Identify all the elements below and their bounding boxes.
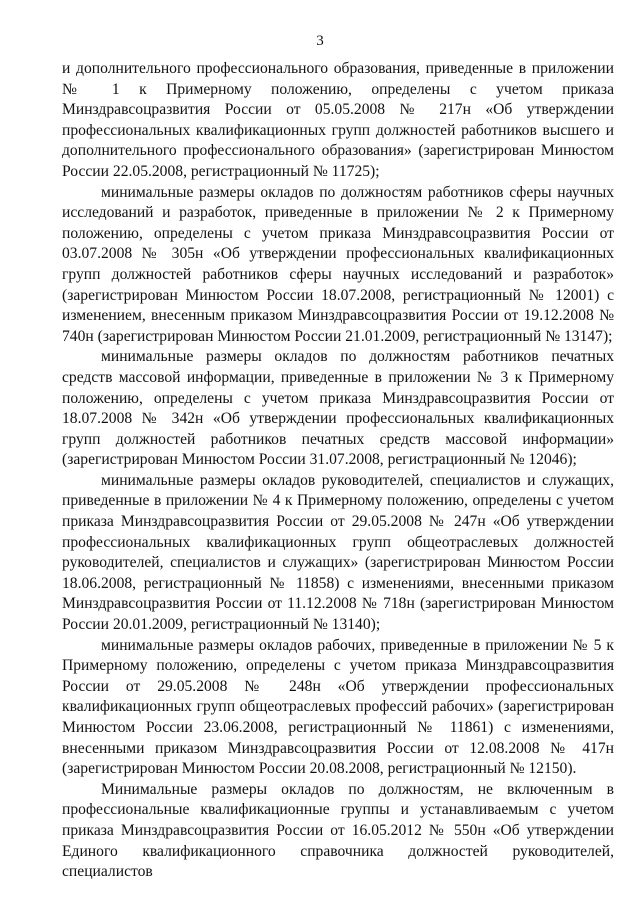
page-number: 3 [316,33,324,49]
paragraph-managers-salaries: минимальные размеры окладов руководителей, специалистов и служащих, приведенные в приложении № 4 к Примерному положению, определены с учетом приказа Минздравсоцразвития России от 29.05.2008 № 247н «Об утверждении профессиональных квалификационных групп общеотраслевых должностей руководителей, специалистов и служащих» (зарегистрирован Минюстом России 18.06.2008, регистрационный № 11858) с изменениями, внесенными приказом Минздравсоцразвития России от 11.12.2008 № 718н (зарегистрирован Минюстом России 20.01.2009, регистрационный № 13140); [62,471,614,634]
paragraph-research-salaries: минимальные размеры окладов по должностям работников сферы научных исследований и разработок, приведенные в приложении № 2 к Примерному положению, определены с учетом приказа Минздравсоцразвития России от 03.07.2008 № 305н «Об утверждении профессиональных квалификационных групп должностей работников сферы научных исследований и разработок» (зарегистрирован Минюстом России 18.07.2008, регистрационный № 12001) с изменением, внесенным приказом Минздравсоцразвития России от 19.12.2008 № 740н (зарегистрирован Минюстом России 21.01.2009, регистрационный № 13147); [62,183,614,345]
paragraph-continuation: и дополнительного профессионального образования, приведенные в приложении № 1 к Примерному положению, определены с учетом приказа Минздравсоцразвития России от 05.05.2008 № 217н «Об утверждении профессиональных квалификационных групп должностей работников высшего и дополнительного профессионального образования» (зарегистрирован Минюстом России 22.05.2008, регистрационный № 11725); [62,60,614,180]
paragraph-workers-salaries: минимальные размеры окладов рабочих, приведенные в приложении № 5 к Примерному положению, определены с учетом приказа Минздравсоцразвития России от 29.05.2008 № 248н «Об утверждении профессиональных квалификационных групп общеотраслевых профессий рабочих» (зарегистрирован Минюстом России 23.06.2008, регистрационный № 11861) с изменениями, внесенными приказом Минздравсоцразвития России от 12.08.2008 № 417н (зарегистрирован Минюстом России 20.08.2008, регистрационный № 12150). [62,636,614,778]
document-body [62,59,614,883]
paragraph-print-media-salaries: минимальные размеры окладов по должностям работников печатных средств массовой информации, приведенные в приложении № 3 к Примерному положению, определены с учетом приказа Минздравсоцразвития России от 18.07.2008 № 342н «Об утверждении профессиональных квалификационных групп должностей работников печатных средств массовой информации» (зарегистрирован Минюстом России 31.07.2008, регистрационный № 12046); [62,348,614,469]
paragraph-other-positions: Минимальные размеры окладов по должностям, не включенным в профессиональные квалификационные группы и устанавливаемым с учетом приказа Минздравсоцразвития России от 16.05.2012 № 550н «Об утверждении Единого квалификационного справочника должностей руководителей, специалистов [62,780,614,881]
